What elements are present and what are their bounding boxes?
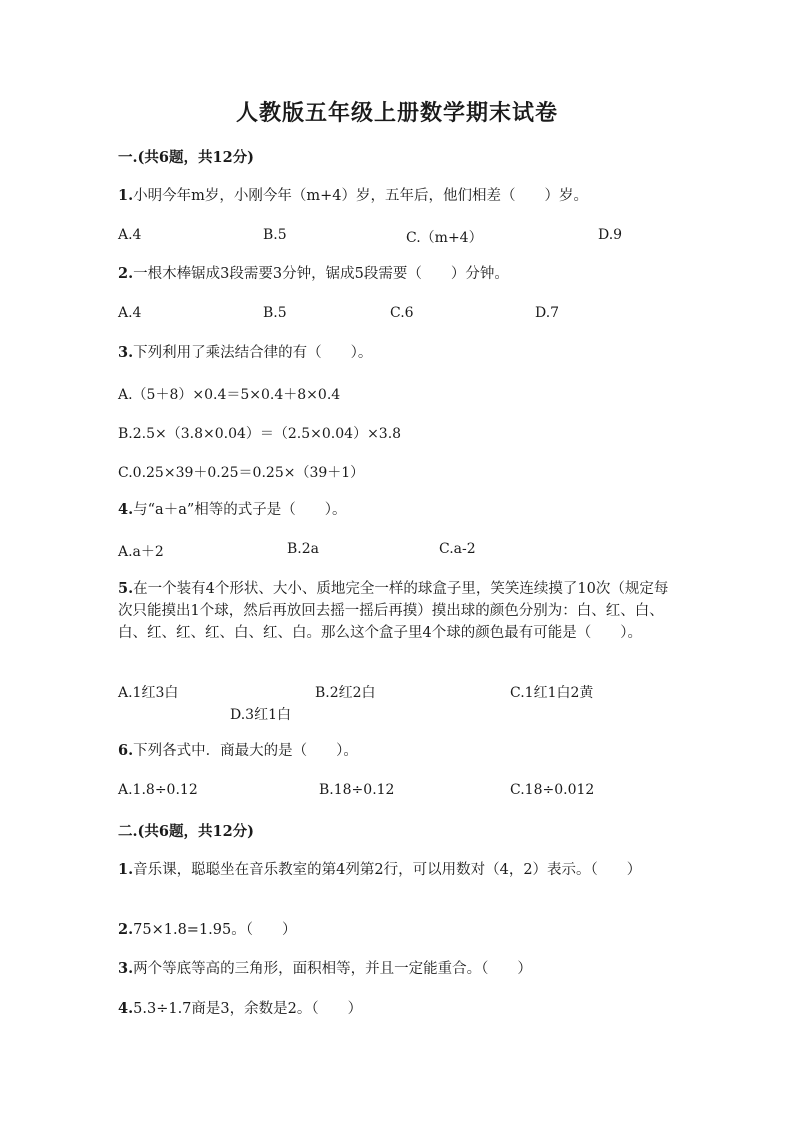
- section-2-heading: 二.(共6题，共12分): [118, 823, 255, 840]
- option-1-3-b: B.2.5×（3.8×0.04）＝（2.5×0.04）×3.8: [118, 426, 402, 442]
- option-1-5-b: B.2红2白: [315, 685, 376, 701]
- question-text: 在一个装有4个形状、大小、质地完全一样的球盒子里，笑笑连续摸了10次（规定每次只能摸出1个球，然后再放回去摇一摇后再摸）摸出球的颜色分别为：白、红、白、白、红、红、红、白、红、白。那么这个盒子里4个球的颜色最有可能是（ ）。: [118, 581, 669, 641]
- question-2-2: [118, 919, 678, 941]
- option-1-5-d: D.3红1白: [230, 707, 291, 723]
- option-1-2-a: A.4: [118, 305, 142, 321]
- question-1-2: [118, 263, 678, 285]
- question-number: 4.: [118, 501, 134, 518]
- question-1-1: [118, 185, 678, 207]
- question-number: 2.: [118, 921, 134, 938]
- question-number: 2.: [118, 265, 134, 282]
- option-1-5-a: A.1红3白: [118, 685, 179, 701]
- option-1-2-d: D.7: [535, 305, 560, 321]
- option-1-6-c: C.18÷0.012: [510, 782, 595, 798]
- question-text: 音乐课，聪聪坐在音乐教室的第4列第2行，可以用数对（4，2）表示。（ ）: [133, 862, 642, 878]
- section-1-heading: 一.(共6题，共12分): [118, 149, 255, 166]
- question-text: 与“a＋a”相等的式子是（ ）。: [133, 502, 347, 518]
- option-1-2-b: B.5: [263, 305, 287, 321]
- option-1-1-b: B.5: [263, 227, 287, 243]
- question-1-4: [118, 499, 678, 521]
- option-1-1-d: D.9: [598, 227, 623, 243]
- question-number: 5.: [118, 580, 134, 597]
- option-1-5-c: C.1红1白2黄: [510, 685, 594, 701]
- question-text: 一根木棒锯成3段需要3分钟，锯成5段需要（ ）分钟。: [133, 266, 509, 282]
- question-text: 小明今年m岁，小刚今年（m+4）岁，五年后，他们相差（ ）岁。: [133, 188, 589, 204]
- question-text: 两个等底等高的三角形，面积相等，并且一定能重合。（ ）: [133, 961, 532, 977]
- option-1-1-a: A.4: [118, 227, 142, 243]
- question-1-6: [118, 740, 678, 762]
- option-1-6-b: B.18÷0.12: [319, 782, 395, 798]
- question-number: 1.: [118, 187, 134, 204]
- question-number: 4.: [118, 1000, 134, 1017]
- question-number: 3.: [118, 344, 134, 361]
- option-1-3-a: A.（5＋8）×0.4＝5×0.4＋8×0.4: [118, 387, 341, 403]
- question-text: 75×1.8=1.95。（ ）: [133, 922, 297, 938]
- question-number: 6.: [118, 742, 134, 759]
- option-1-4-a: A.a＋2: [118, 544, 164, 560]
- option-1-3-c: C.0.25×39＋0.25＝0.25×（39＋1）: [118, 465, 365, 481]
- question-1-5: [118, 578, 678, 644]
- option-1-4-c: C.a-2: [439, 541, 476, 557]
- question-text: 下列各式中．商最大的是（ ）。: [133, 743, 358, 759]
- option-1-1-c: C.（m+4）: [406, 230, 483, 246]
- question-text: 5.3÷1.7商是3，余数是2。（ ）: [133, 1001, 363, 1017]
- option-1-6-a: A.1.8÷0.12: [118, 782, 198, 798]
- question-2-1: [118, 859, 678, 881]
- question-text: 下列利用了乘法结合律的有（ ）。: [133, 345, 373, 361]
- question-1-3: [118, 342, 678, 364]
- question-2-3: [118, 958, 678, 980]
- question-number: 1.: [118, 861, 134, 878]
- question-number: 3.: [118, 960, 134, 977]
- option-1-4-b: B.2a: [287, 541, 319, 557]
- page-title: 人教版五年级上册数学期末试卷: [235, 100, 558, 126]
- question-2-4: [118, 998, 678, 1020]
- option-1-2-c: C.6: [390, 305, 414, 321]
